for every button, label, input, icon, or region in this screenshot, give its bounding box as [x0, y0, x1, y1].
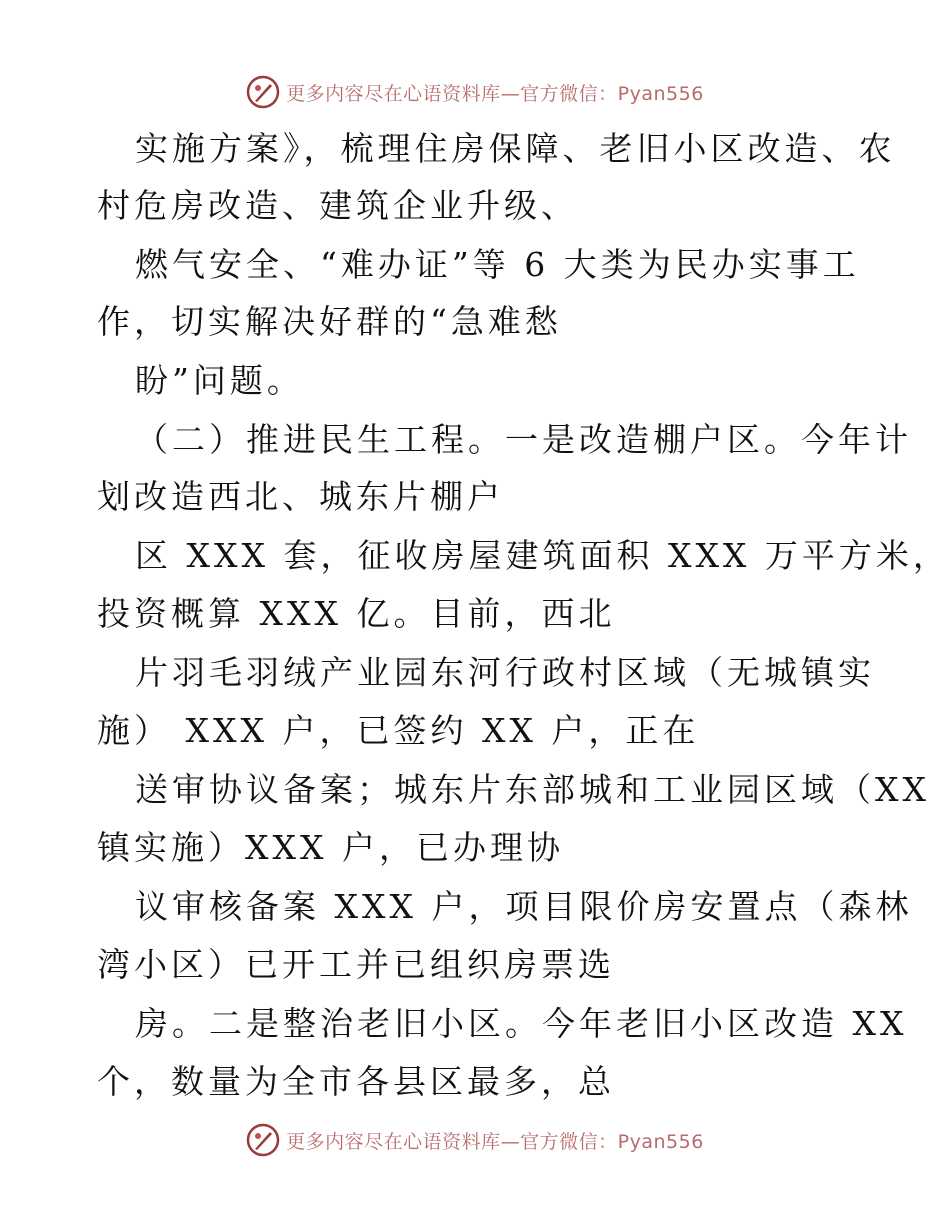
text-line: 湾小区）已开工并已组织房票选 [97, 945, 615, 984]
text-line: 实施方案》，梳理住房保障、老旧小区改造、农 [135, 129, 896, 168]
footer-watermark [0, 1120, 950, 1160]
text-line: 燃气安全、“难办证”等 6 大类为民办实事工 [135, 245, 860, 284]
watermark-text: 更多内容尽在心语资料库—官方微信：Pyan556 [286, 1130, 704, 1153]
quill-logo-icon [246, 1123, 280, 1157]
text-line: 镇实施）XXX 户，已办理协 [97, 828, 564, 867]
text-line: 议审核备案 XXX 户，项目限价房安置点（森林 [135, 887, 913, 926]
text-line: 村危房改造、建筑企业升级、 [97, 186, 578, 225]
text-line: 盼”问题。 [135, 361, 304, 400]
text-line: 房。二是整治老旧小区。今年老旧小区改造 XX [135, 1004, 908, 1043]
watermark-text: 更多内容尽在心语资料库—官方微信：Pyan556 [286, 82, 704, 105]
text-line: 投资概算 XXX 亿。目前，西北 [97, 594, 616, 633]
text-line: （二）推进民生工程。一是改造棚户区。今年计 [135, 420, 912, 459]
text-line: 片羽毛羽绒产业园东河行政村区域（无城镇实 [135, 653, 875, 692]
text-line: 划改造西北、城东片棚户 [97, 477, 504, 516]
text-line: 区 XXX 套，征收房屋建筑面积 XXX 万平方米， [135, 536, 950, 575]
text-line: 作，切实解决好群的“急难愁 [97, 302, 562, 341]
text-line: 送审协议备案；城东片东部城和工业园区域（XX [135, 770, 930, 809]
text-line: 个，数量为全市各县区最多，总 [97, 1062, 615, 1101]
text-line: 施） XXX 户，已签约 XX 户，正在 [97, 711, 700, 750]
